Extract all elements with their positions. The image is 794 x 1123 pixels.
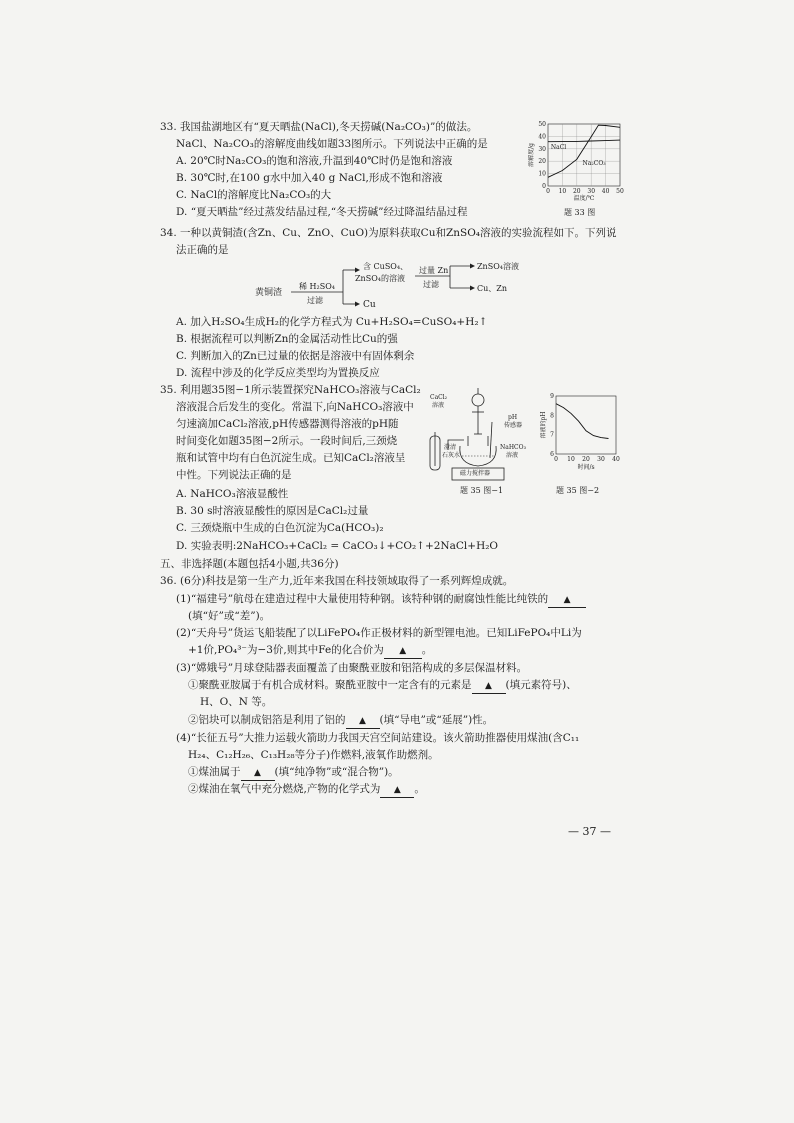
answer-blank-2[interactable]: ▲ — [384, 644, 422, 659]
flow-cu: Cu — [363, 300, 376, 310]
y-axis-label: 溶解度/g — [528, 143, 535, 167]
y-tick-label: 40 — [538, 133, 546, 141]
q36-p4-line1: (4)“长征五号”大推力运载火箭助力我国天宫空间站建设。该火箭助推器使用煤油(含C₁₁ — [176, 732, 580, 744]
q33-option-b: B. 30℃时,在100 g水中加入40 g NaCl,形成不饱和溶液 — [176, 172, 443, 184]
q36-p3-line2: ①聚酰亚胺属于有机合成材料。聚酰亚胺中一定含有的元素是 ▲ (填元素符号)、 — [188, 678, 577, 694]
plot-frame — [548, 124, 620, 186]
ph-chart — [540, 392, 624, 478]
q34-line1: 34. 一种以黄铜渣(含Zn、Cu、ZnO、CuO)为原料获取Cu和ZnSO₄溶液的实验流程如下。下列说 — [160, 227, 617, 239]
q36-p4-line4: ②煤油在氧气中充分燃烧,产物的化学式为 ▲ 。 — [188, 782, 425, 798]
x-tick-label: 40 — [601, 188, 610, 195]
y-tick-label: 0 — [542, 183, 546, 190]
y-tick-label: 8 — [550, 412, 554, 420]
fig1-cacl2-label: CaCl₂ — [430, 394, 448, 401]
q36-p3-line1: (3)“嫦娥号”月球登陆器表面覆盖了由聚酰亚胺和铝箔构成的多层保温材料。 — [176, 662, 528, 674]
answer-blank-6[interactable]: ▲ — [380, 783, 414, 798]
fig1-caption: 题 35 图−1 — [460, 486, 504, 495]
q35-option-a: A. NaHCO₃溶液显酸性 — [176, 488, 289, 500]
q36-p3-line3: H、O、N 等。 — [200, 696, 273, 708]
q35-line1: 35. 利用题35图−1所示装置探究NaHCO₃溶液与CaCl₂ — [160, 384, 421, 396]
page-number: — 37 — — [568, 825, 611, 838]
flow-filter-1: 过滤 — [307, 296, 323, 305]
x-tick-label: 30 — [597, 456, 605, 463]
x-tick-label: 40 — [612, 456, 620, 463]
q35-line2: 溶液混合后发生的变化。常温下,向NaHCO₃溶液中 — [176, 401, 414, 413]
q33-line1: 33. 我国盐湖地区有“夏天晒盐(NaCl),冬天捞碱(Na₂CO₃)”的做法。 — [160, 121, 478, 133]
y-tick-label: 6 — [550, 451, 554, 458]
ph-curve — [556, 404, 609, 439]
fig1-stirrer-label: 磁力搅拌器 — [460, 470, 491, 477]
answer-blank-5[interactable]: ▲ — [241, 766, 275, 781]
q34-option-d: D. 流程中涉及的化学反应类型均为置换反应 — [176, 367, 380, 379]
series-line-na2co3 — [548, 125, 620, 177]
q35-line5: 瓶和试管中均有白色沉淀生成。已知CaCl₂溶液呈 — [176, 452, 406, 464]
fig1-sensor-label: 传感器 — [504, 422, 523, 429]
flow-out-1: ZnSO₄溶液 — [477, 262, 519, 271]
plot-frame — [556, 396, 616, 454]
q36-p3-line4: ②铝块可以制成铝箔是利用了铝的 ▲ (填“导电”或“延展”)性。 — [188, 713, 493, 729]
y-tick-label: 30 — [538, 145, 546, 153]
q34-line2: 法正确的是 — [176, 244, 229, 256]
q34-option-c: C. 判断加入的Zn已过量的依据是溶液中有固体剩余 — [176, 350, 415, 362]
q33-caption: 题 33 图 — [564, 208, 596, 217]
q35-line3: 匀速滴加CaCl₂溶液,pH传感器测得溶液的pH随 — [176, 418, 399, 430]
flow-mid-top: 含 CuSO₄、 — [363, 262, 409, 271]
q33-option-c: C. NaCl的溶解度比Na₂CO₃的大 — [176, 189, 332, 201]
x-tick-label: 0 — [554, 456, 558, 463]
q33-option-d: D. “夏天晒盐”经过蒸发结晶过程,“冬天捞碱”经过降温结晶过程 — [176, 206, 468, 218]
y-tick-label: 50 — [538, 121, 546, 128]
series-label-nacl: NaCl — [550, 143, 567, 151]
q36-head: 36. (6分)科技是第一生产力,近年来我国在科技领域取得了一系列辉煌成就。 — [160, 575, 514, 587]
q33-option-a: A. 20℃时Na₂CO₃的饱和溶液,升温到40℃时仍是饱和溶液 — [176, 155, 453, 167]
q34-option-b: B. 根据流程可以判断Zn的金属活动性比Cu的强 — [176, 333, 398, 345]
q35-option-c: C. 三颈烧瓶中生成的白色沉淀为Ca(HCO₃)₂ — [176, 522, 384, 534]
q34-option-a: A. 加入H₂SO₄生成H₂的化学方程式为 Cu+H₂SO₄=CuSO₄+H₂↑ — [176, 316, 488, 328]
fig1-limewater-label: 澄清 — [444, 444, 457, 451]
fig1-nahco3-label: NaHCO₃ — [500, 444, 526, 451]
x-tick-label: 10 — [567, 456, 575, 463]
q35-option-b: B. 30 s时溶液显酸性的原因是CaCl₂过量 — [176, 505, 369, 517]
flow-reagent-2: 过量 Zn — [419, 266, 449, 275]
answer-blank-3[interactable]: ▲ — [472, 679, 506, 694]
q36-p2-line2: +1价,PO₄³⁻为−3价,则其中Fe的化合价为 ▲ 。 — [188, 643, 432, 659]
apparatus-figure — [428, 386, 540, 482]
q35-line6: 中性。下列说法正确的是 — [176, 469, 292, 481]
x-tick-label: 20 — [582, 456, 590, 463]
x-tick-label: 10 — [558, 188, 567, 195]
x-axis-label: 时间/s — [577, 464, 595, 471]
q36-p1-line1: (1)“福建号”航母在建造过程中大量使用特种钢。该特种钢的耐腐蚀性能比纯铁的 ▲ — [176, 592, 586, 608]
answer-blank-1[interactable]: ▲ — [548, 593, 586, 608]
answer-blank-4[interactable]: ▲ — [346, 714, 380, 729]
q35-option-d: D. 实验表明:2NaHCO₃+CaCl₂ = CaCO₃↓+CO₂↑+2NaCl+H₂O — [176, 540, 499, 552]
series-label-na2co3: Na₂CO₃ — [582, 159, 606, 167]
series-line-nacl — [548, 140, 620, 142]
flow-filter-2: 过滤 — [423, 280, 439, 289]
q36-p4-line3: ①煤油属于 ▲ (填“纯净物”或“混合物”)。 — [188, 765, 399, 781]
q35-line4: 时间变化如题35图−2所示。一段时间后,三颈烧 — [176, 435, 398, 447]
x-tick-label: 20 — [572, 188, 581, 195]
x-tick-label: 30 — [587, 188, 596, 195]
x-axis-label: 温度/℃ — [573, 195, 595, 202]
flow-reagent-1: 稀 H₂SO₄ — [299, 282, 335, 291]
flow-start: 黄铜渣 — [255, 288, 283, 298]
q36-p1-line2: (填“好”或“差”)。 — [188, 610, 271, 622]
q36-p2-line1: (2)“天舟号”货运飞船装配了以LiFePO₄作正极材料的新型锂电池。已知LiFePO₄中Li为 — [176, 627, 582, 639]
q33-line2: NaCl、Na₂CO₃的溶解度曲线如题33图所示。下列说法中正确的是 — [176, 138, 488, 150]
process-flow-diagram — [255, 258, 555, 314]
fig1-nahco3-label-2: 溶液 — [506, 452, 519, 459]
fig1-ph-label: pH — [508, 414, 518, 421]
fig1-cacl2-label-2: 溶液 — [432, 402, 445, 409]
x-tick-label: 50 — [616, 188, 624, 195]
flow-mid-bottom: ZnSO₄的溶液 — [355, 274, 405, 283]
y-tick-label: 20 — [538, 158, 546, 166]
solubility-chart — [528, 118, 628, 206]
flow-out-2: Cu、Zn — [477, 284, 507, 293]
fig2-caption: 题 35 图−2 — [556, 486, 600, 495]
fig1-limewater-label-2: 石灰水 — [442, 452, 461, 459]
y-tick-label: 10 — [538, 170, 546, 178]
section-heading: 五、非选择题(本题包括4小题,共36分) — [160, 558, 339, 570]
y-tick-label: 9 — [550, 393, 554, 400]
q36-p4-line2: H₂₄、C₁₂H₂₆、C₁₃H₂₈等分子)作燃料,液氧作助燃剂。 — [188, 749, 439, 761]
x-tick-label: 0 — [546, 188, 550, 195]
y-axis-label: 溶液的pH — [540, 411, 547, 439]
y-tick-label: 7 — [550, 431, 554, 439]
